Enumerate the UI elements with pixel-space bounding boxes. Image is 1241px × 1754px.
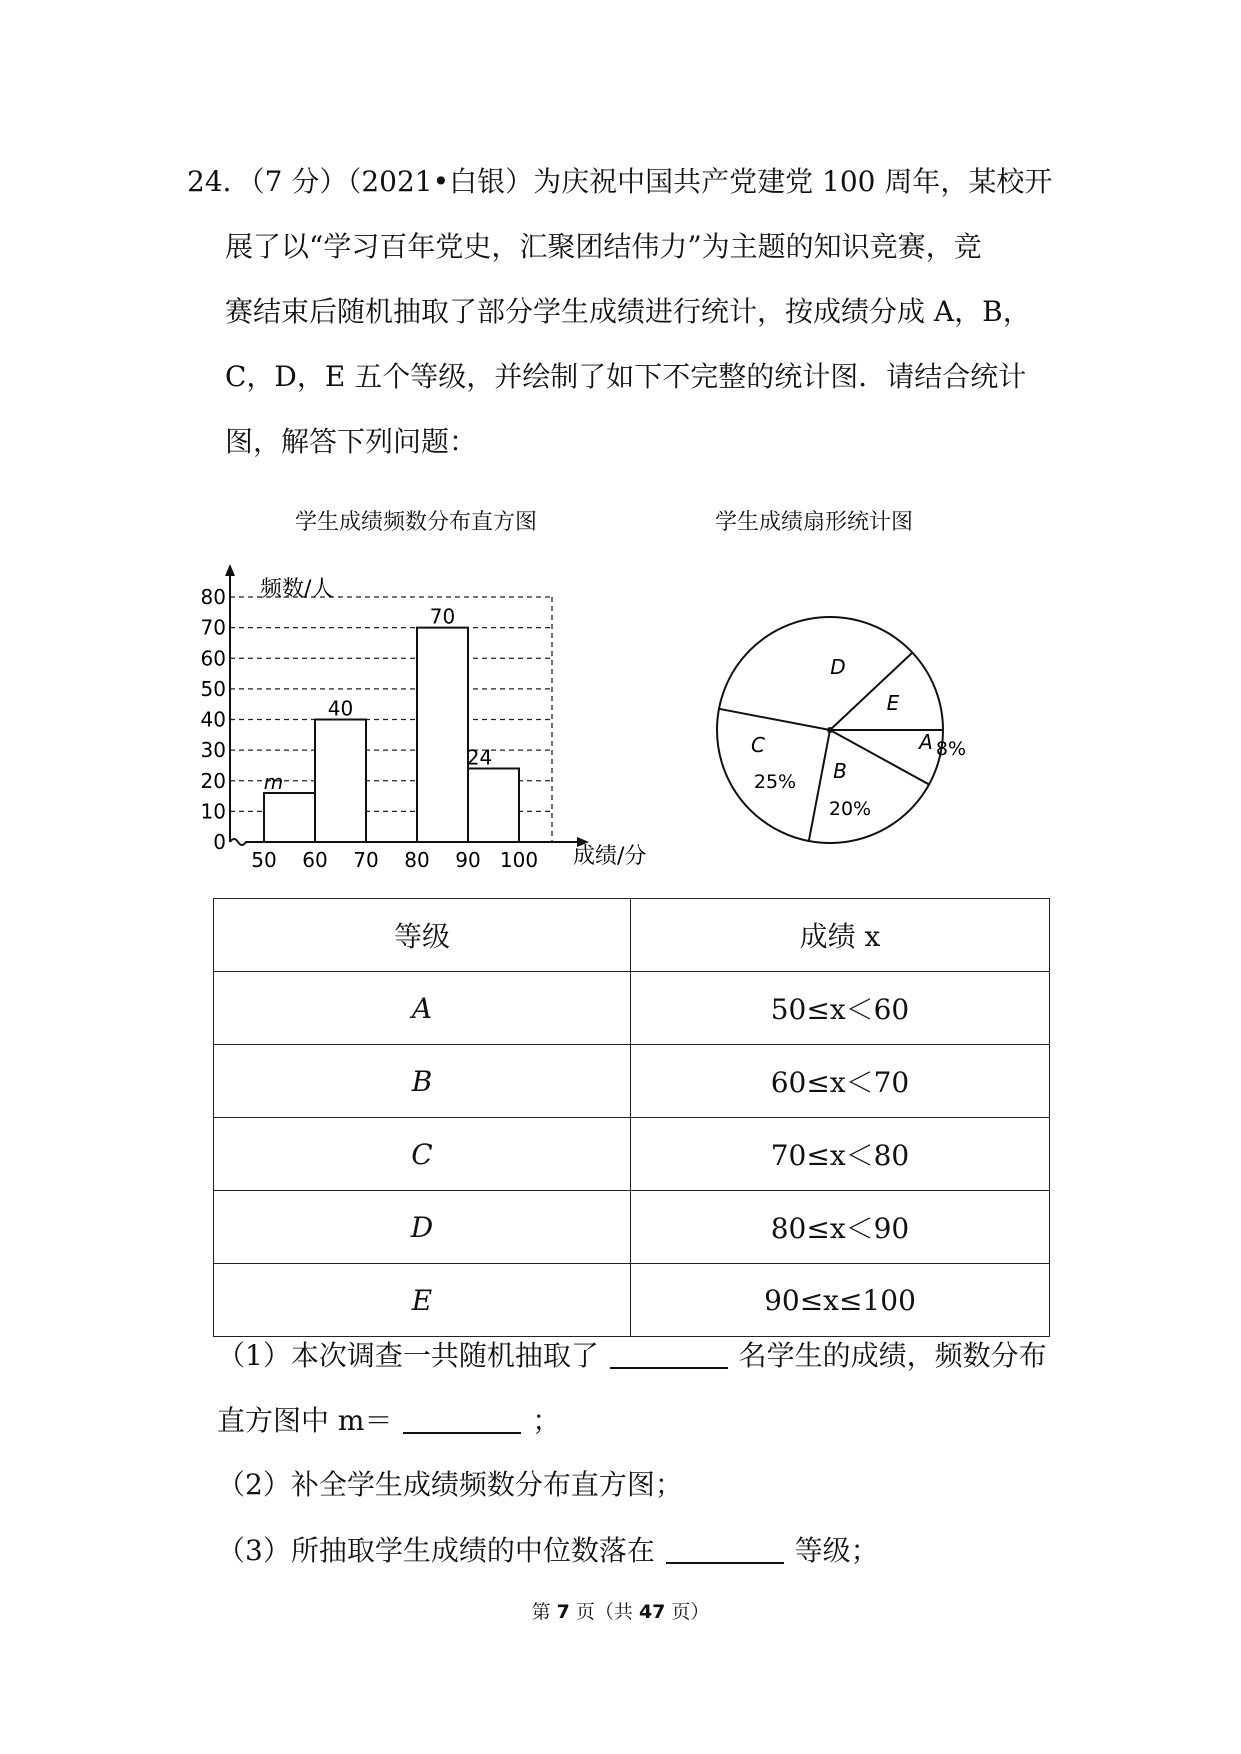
footer-total-pages: 47 <box>638 1601 666 1623</box>
y-axis-arrow <box>225 564 235 576</box>
subquestion-1-line-1 <box>217 1341 1047 1370</box>
histogram-bar <box>264 793 315 842</box>
answer-blank-total[interactable] <box>610 1341 728 1369</box>
subquestion-3-text-b: 等级； <box>794 1534 879 1567</box>
subquestion-1-text-b: 名学生的成绩，频数分布 <box>738 1339 1047 1372</box>
histogram-x-label: 成绩/分 <box>573 844 647 869</box>
table-cell-grade: E <box>214 1264 631 1337</box>
x-tick-label: 50 <box>251 848 277 872</box>
y-tick-label: 40 <box>200 707 226 732</box>
table-row <box>214 972 1050 1045</box>
y-tick-label: 70 <box>200 615 226 640</box>
y-tick-label: 60 <box>200 646 226 671</box>
y-tick-label: 20 <box>200 768 226 793</box>
pie-percent-label: 20% <box>828 798 872 820</box>
pie-percent-label: 25% <box>753 771 797 793</box>
subquestion-3-text-a: （3）所抽取学生成绩的中位数落在 <box>217 1534 655 1567</box>
table-header-score: 成绩 x <box>631 899 1050 972</box>
table-row <box>214 1191 1050 1264</box>
question-line-5: 图，解答下列问题： <box>225 425 478 458</box>
pie-chart <box>700 600 967 860</box>
subquestion-1-text-c: 直方图中 m＝ <box>217 1404 393 1437</box>
histogram-chart <box>200 560 670 880</box>
pie-slice-label: D <box>830 655 846 679</box>
subquestion-3 <box>217 1536 879 1565</box>
answer-blank-median[interactable] <box>666 1536 784 1564</box>
page-footer <box>0 1597 1241 1624</box>
histogram-bar <box>468 769 519 843</box>
bar-data-label: m <box>263 770 284 794</box>
question-line-3: 赛结束后随机抽取了部分学生成绩进行统计，按成绩分成 A，B， <box>225 295 1031 328</box>
answer-blank-m[interactable] <box>403 1406 521 1434</box>
pie-title: 学生成绩扇形统计图 <box>715 510 914 535</box>
footer-suffix: 页） <box>665 1601 710 1623</box>
histogram-bar <box>417 628 468 842</box>
y-tick-label: 80 <box>200 585 226 609</box>
x-tick-label: 70 <box>353 848 379 872</box>
bar-data-label: 24 <box>466 745 493 770</box>
y-tick-label: 50 <box>200 676 226 701</box>
footer-prefix: 第 <box>531 1601 557 1623</box>
table-cell-range: 60≤x＜70 <box>631 1045 1050 1118</box>
footer-page-number: 7 <box>556 1601 570 1623</box>
x-tick-label: 100 <box>499 848 539 872</box>
table-header-row <box>214 899 1050 972</box>
pie-percent-label: 8% <box>935 738 967 760</box>
table-cell-grade: D <box>214 1191 631 1264</box>
pie-slice-label: E <box>886 691 900 715</box>
table-row <box>214 1264 1050 1337</box>
pie-slice-label: C <box>751 733 765 757</box>
table-row <box>214 1118 1050 1191</box>
subquestion-2: （2）补全学生成绩频数分布直方图； <box>217 1468 683 1501</box>
x-tick-label: 90 <box>455 848 481 872</box>
table-cell-range: 80≤x＜90 <box>631 1191 1050 1264</box>
subquestion-1-text-a: （1）本次调查一共随机抽取了 <box>217 1339 599 1372</box>
subquestion-1-line-2 <box>217 1406 560 1435</box>
footer-middle: 页（共 <box>569 1601 639 1623</box>
question-line-4: C，D，E 五个等级，并绘制了如下不完整的统计图．请结合统计 <box>225 360 1027 393</box>
bar-data-label: 70 <box>429 604 456 629</box>
table-cell-range: 50≤x＜60 <box>631 972 1050 1045</box>
table-cell-grade: A <box>214 972 631 1045</box>
table-cell-grade: B <box>214 1045 631 1118</box>
grade-table <box>213 898 1050 1337</box>
histogram-bar <box>315 720 366 843</box>
x-tick-label: 80 <box>404 848 430 872</box>
table-cell-range: 70≤x＜80 <box>631 1118 1050 1191</box>
histogram-title: 学生成绩频数分布直方图 <box>295 510 538 535</box>
x-tick-label: 60 <box>302 848 328 872</box>
bar-data-label: 40 <box>327 696 354 721</box>
table-cell-grade: C <box>214 1118 631 1191</box>
y-tick-label: 30 <box>200 738 226 763</box>
table-row <box>214 1045 1050 1118</box>
table-cell-range: 90≤x≤100 <box>631 1264 1050 1337</box>
question-line-1: 24．（7 分）（2021•白银）为庆祝中国共产党建党 100 周年，某校开 <box>187 165 1053 198</box>
y-tick-label: 10 <box>200 799 226 824</box>
pie-slice-label: B <box>833 759 847 783</box>
subquestion-1-text-d: ； <box>532 1404 561 1437</box>
histogram-y-label: 频数/人 <box>260 577 334 602</box>
y-tick-label: 0 <box>213 830 226 854</box>
pie-slice-label: A <box>919 730 933 754</box>
table-header-grade: 等级 <box>214 899 631 972</box>
question-line-2: 展了以“学习百年党史，汇聚团结伟力”为主题的知识竞赛，竞 <box>225 230 982 263</box>
histogram-bars <box>264 605 519 842</box>
